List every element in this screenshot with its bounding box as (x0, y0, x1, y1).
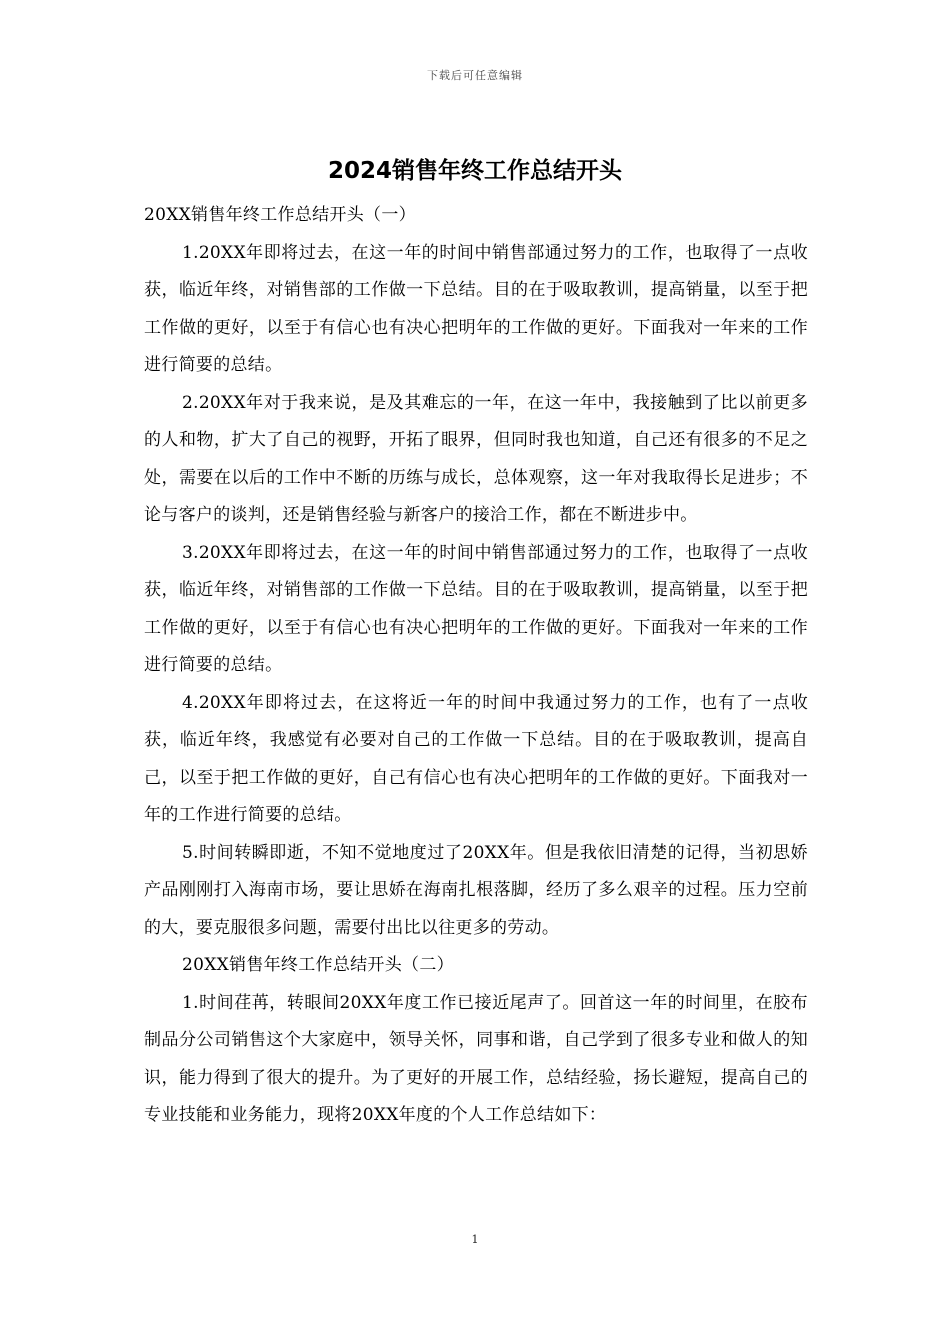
section-heading-1: 20XX销售年终工作总结开头（一） (144, 205, 416, 225)
page-number: 1 (471, 1233, 479, 1246)
section-heading-2: 20XX销售年终工作总结开头（二） (182, 955, 454, 975)
paragraph: 1.20XX年即将过去，在这一年的时间中销售部通过努力的工作，也取得了一点收获，临近年终，对销售部的工作做一下总结。目的在于吸取教训，提高销量，以至于把工作做的更好，以至于有信心也有决心把明年的工作做的更好。下面我对一年来的工作进行简要的总结。 (144, 242, 808, 375)
paragraph: 4.20XX年即将过去，在这将近一年的时间中我通过努力的工作，也有了一点收获，临近年终，我感觉有必要对自己的工作做一下总结。目的在于吸取教训，提高自己，以至于把工作做的更好，自己有信心也有决心把明年的工作做的更好。下面我对一年的工作进行简要的总结。 (144, 692, 808, 825)
paragraph: 2.20XX年对于我来说，是及其难忘的一年，在这一年中，我接触到了比以前更多的人和物，扩大了自己的视野，开拓了眼界，但同时我也知道，自己还有很多的不足之处，需要在以后的工作中不断的历练与成长，总体观察，这一年对我取得长足进步；不论与客户的谈判，还是销售经验与新客户的接洽工作，都在不断进步中。 (144, 392, 808, 525)
document-title: 2024销售年终工作总结开头 (327, 158, 622, 184)
paragraph: 5.时间转瞬即逝，不知不觉地度过了20XX年。但是我依旧清楚的记得，当初思娇产品刚刚打入海南市场，要让思娇在海南扎根落脚，经历了多么艰辛的过程。压力空前的大，要克服很多问题，需要付出比以往更多的劳动。 (144, 842, 808, 938)
document-body (144, 197, 808, 1135)
header-note: 下载后可任意编辑 (427, 69, 523, 82)
paragraph: 1.时间荏苒，转眼间20XX年度工作已接近尾声了。回首这一年的时间里，在胶布制品分公司销售这个大家庭中，领导关怀，同事和谐，自己学到了很多专业和做人的知识，能力得到了很大的提升。为了更好的开展工作，总结经验，扬长避短，提高自己的专业技能和业务能力，现将20XX年度的个人工作总结如下： (144, 992, 808, 1125)
paragraph: 3.20XX年即将过去，在这一年的时间中销售部通过努力的工作，也取得了一点收获，临近年终，对销售部的工作做一下总结。目的在于吸取教训，提高销量，以至于把工作做的更好，以至于有信心也有决心把明年的工作做的更好。下面我对一年来的工作进行简要的总结。 (144, 542, 808, 675)
